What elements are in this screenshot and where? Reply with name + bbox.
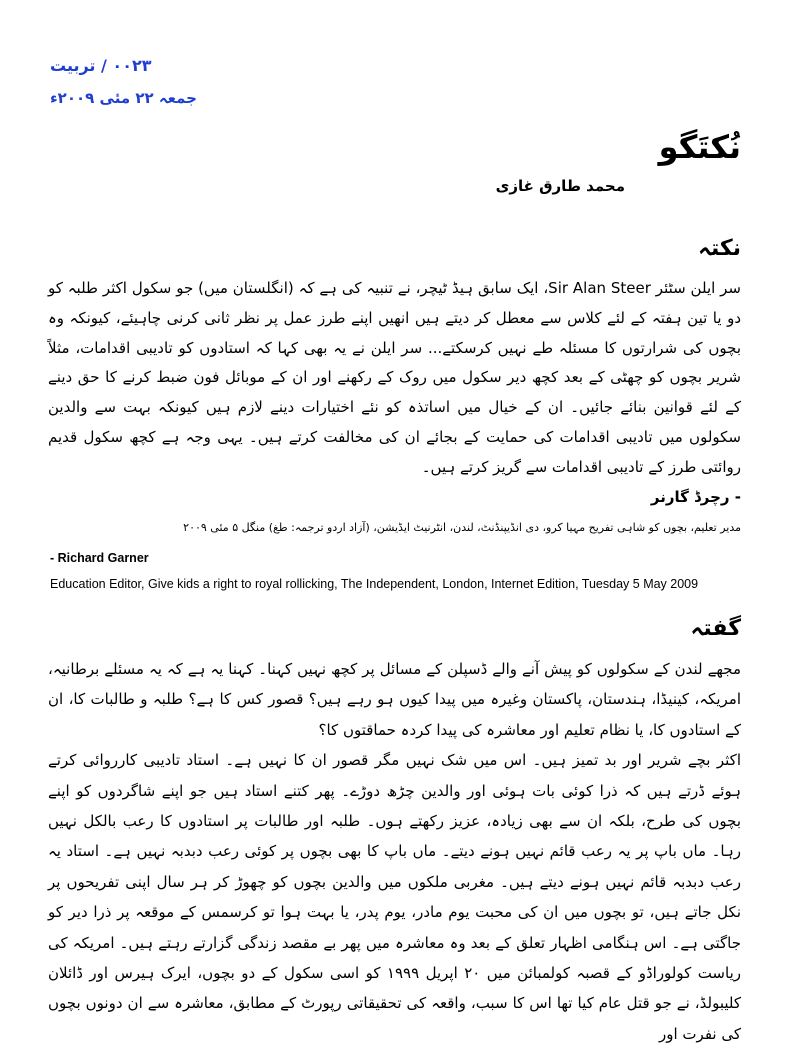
gufta-section-heading: گفتہ <box>690 616 741 641</box>
urdu-citation: مدیر تعلیم، بچوں کو شاہی تفریح مہیا کرو، دی انڈیپنڈنٹ، لندن، انٹرنیٹ ایڈیشن، (آزاد اردو ترجمہ: طغ) منگل ۵ مئی ۲۰۰۹ <box>183 521 741 534</box>
publication-date: جمعہ ۲۲ مئی ۲۰۰۹ء <box>50 89 197 107</box>
english-citation: Education Editor, Give kids a right to royal rollicking, The Independent, London, Internet Edition, Tuesday 5 May 2009 <box>50 577 699 591</box>
gufta-paragraph: اکثر بچے شریر اور بد تمیز ہیں۔ اس میں شک نہیں مگر قصور ان کا نہیں ہے۔ استاد تادیبی کارروائی کرتے ہوئے ڈرتے ہیں کہ ذرا کوئی بات ہوئی اور والدین چڑھ دوڑے۔ پھر کتنے استاد ہیں جو اپنے شاگردوں کو اپنے بچوں کی طرح، بلکہ ان سے بھی زیادہ، عزیز رکھتے ہوں۔ طلبہ اور طالبات پر استادوں کا رعب بالکل نہیں رہا۔ ماں باپ پر یہ رعب قائم نہیں ہونے دیتے۔ ماں باپ کا بھی بچوں پر کوئی رعب دبدبہ نہیں ہے۔ استاد یہ رعب دبدبہ قائم نہیں ہونے دیتے ہیں۔ مغربی ملکوں میں والدین بچوں کو چھوڑ کر ہر سال اپنی تفریحوں پر نکل جاتے ہیں، تو بچوں میں ان کی محبت یوم مادر، یوم پدر، یا بہت ہوا تو کرسمس کے موقعہ پر ذرا دیر کو جاگتی ہے۔ اس ہنگامی اظہار تعلق کے بعد وہ معاشرہ میں پھر بے مقصد زندگی گزارتے رہتے ہیں۔ امریکہ کی ریاست کولوراڈو کے قصبہ کولمبائن میں ۲۰ اپریل ۱۹۹۹ کو اسی سکول کے دو بچوں، ایرک ہیرس اور ڈائلان کلیبولڈ، نے جو قتل عام کیا تھا اس کا سبب، واقعہ کی تحقیقاتی رپورٹ کے مطابق، معاشرہ سے ان دونوں بچوں کی نفرت اور <box>48 751 741 1043</box>
page-title: نُکتَگو <box>658 128 741 166</box>
gufta-body <box>48 654 741 1049</box>
nukta-section-heading: نکتہ <box>698 236 741 261</box>
quote-signature: - رچرڈ گارنر <box>650 488 741 506</box>
nukta-quote-paragraph: سر ایلن سٹئر Sir Alan Steer، ایک سابق ہیڈ ٹیچر، نے تنبیہ کی ہے کہ (انگلستان میں) جو سکول اکثر طلبہ کو دو یا تین ہفتہ کے لئے کلاس سے معطل کر دیتے ہیں انھیں اپنے طرز عمل پر نظر ثانی کرنی چاہیئے، کیونکہ وہ بچوں کی شرارتوں کا مسئلہ طے نہیں کرسکتے... سر ایلن نے یہ بھی کہا کہ استادوں کو تادیبی اقدامات، مثلاً شریر بچوں کو چھٹی کے بعد کچھ دیر سکول میں روک کے رکھنے اور ان کے موبائل فون ضبط کرنے کا حق دینے کے لئے قوانین بنائے جائیں۔ ان کے خیال میں اساتذہ کو نئے اختیارات دینے لازم ہیں کیونکہ بہت سے والدین سکولوں میں تادیبی اقدامات کی حمایت کے بجائے ان کی مخالفت کرتے ہیں۔ یہی وجہ ہے کچھ سکول قدیم روائتی طرز کے تادیبی اقدامات سے گریز کرتے ہیں۔ <box>48 279 741 476</box>
issue-number: ۰۰۲۳ / تربیت <box>50 56 152 75</box>
gufta-paragraph: مجھے لندن کے سکولوں کو پیش آنے والے ڈسپلن کے مسائل پر کچھ نہیں کہنا۔ کہنا یہ ہے کہ یہ مسئلے برطانیہ، امریکہ، کینیڈا، ہندستان، پاکستان وغیرہ میں پیدا کیوں ہو رہے ہیں؟ قصور کس کا ہے؟ طلبہ و طالبات کا، ان کے استادوں کا، یا نظام تعلیم اور معاشرہ کی پیدا کردہ حماقتوں کا؟ <box>48 660 741 739</box>
english-author: - Richard Garner <box>50 551 149 565</box>
author-name: محمد طارق غازی <box>495 177 625 195</box>
